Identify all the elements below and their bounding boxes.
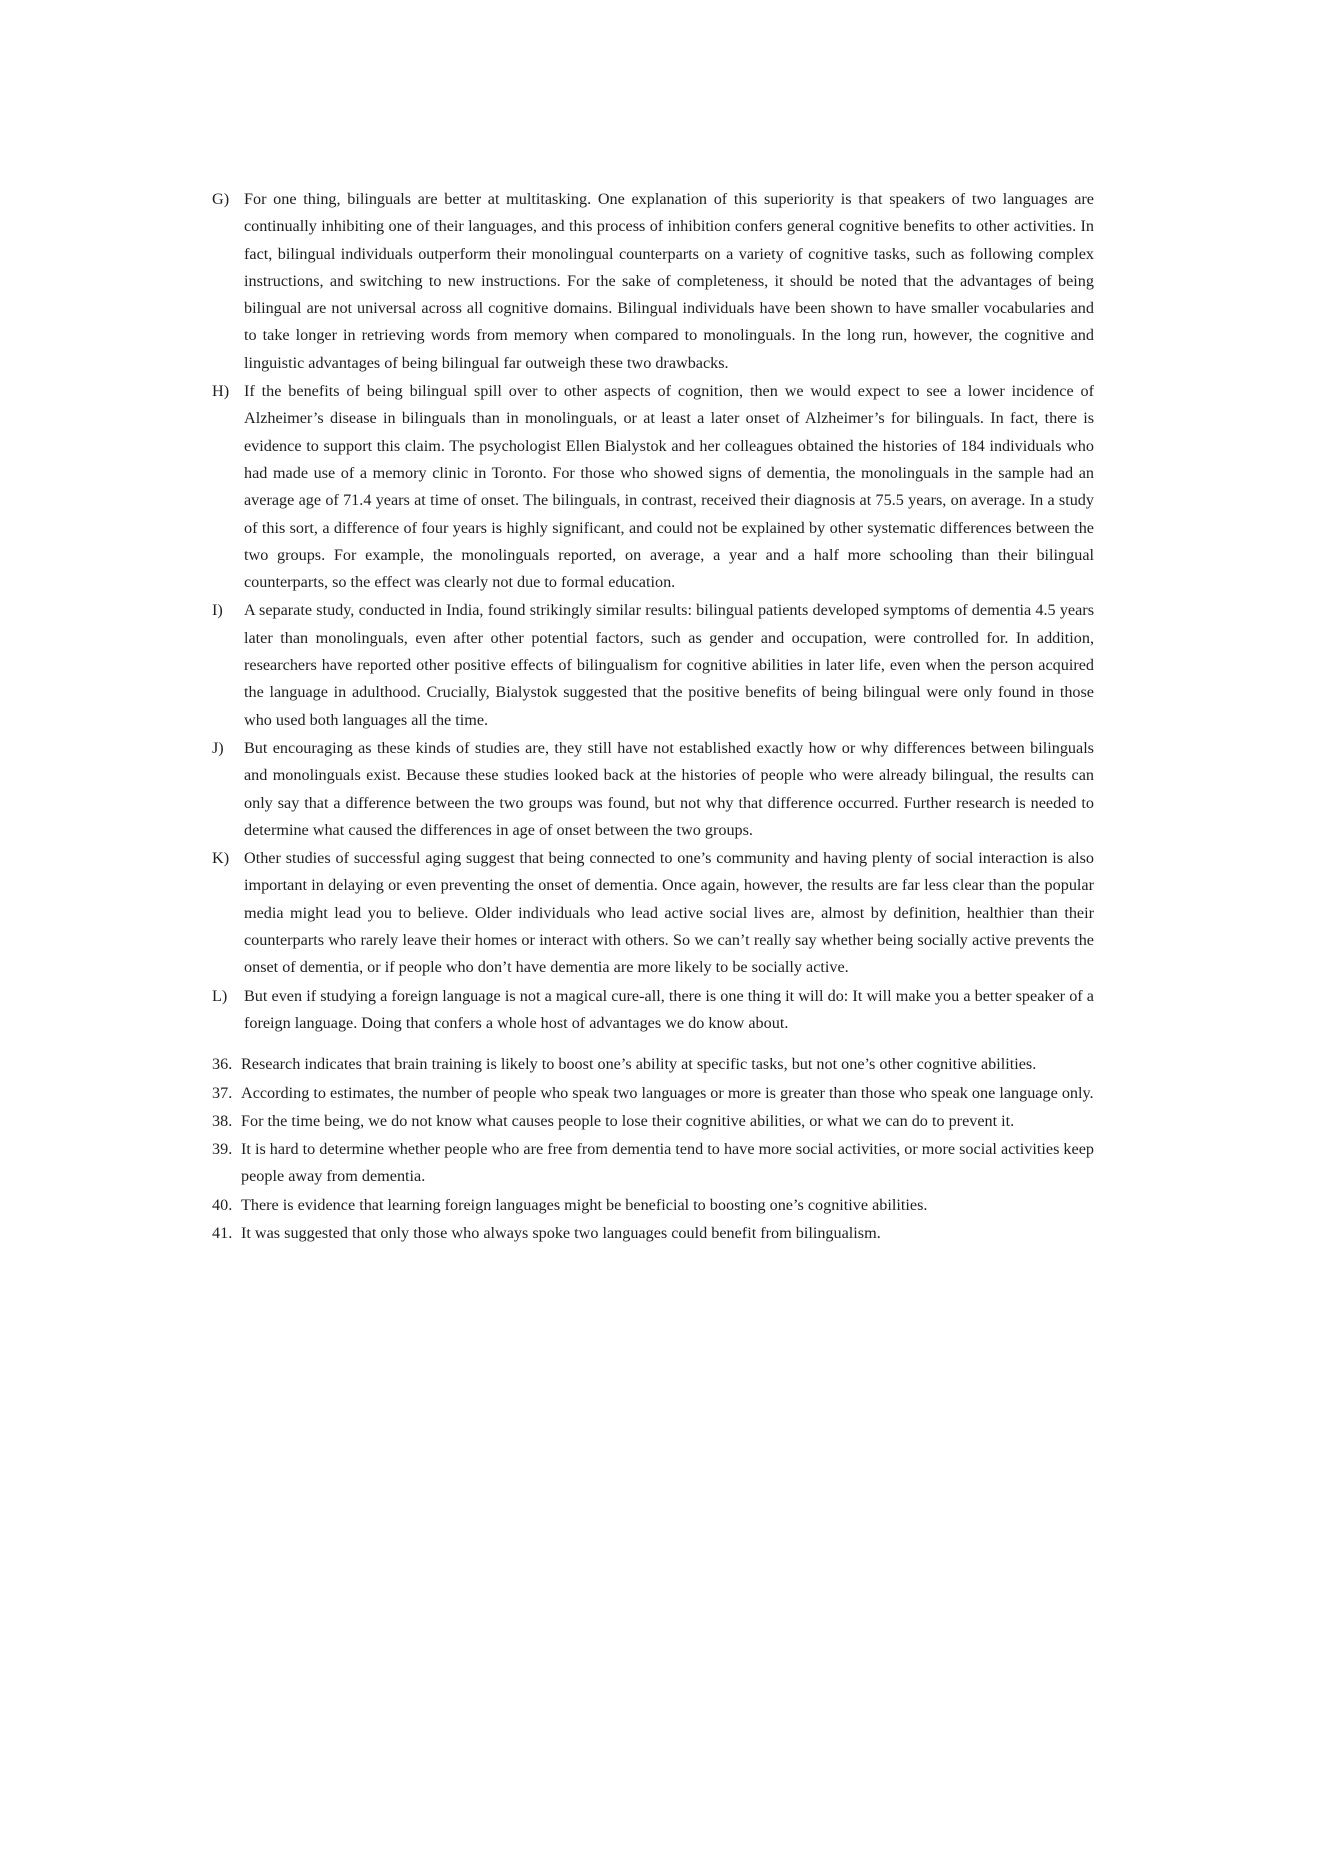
passage-paragraphs [212, 186, 1094, 1037]
question-39 [212, 1136, 1094, 1191]
question-text: According to estimates, the number of people who speak two languages or more is greater than those who speak one language only. [241, 1083, 1094, 1102]
paragraph-j [212, 735, 1094, 844]
paragraph-label: I) [212, 601, 223, 620]
document-page [212, 186, 1094, 1248]
paragraph-h [212, 378, 1094, 596]
question-text: It is hard to determine whether people who are free from dementia tend to have more social activities, or more social activities keep people away from dementia. [241, 1140, 1094, 1186]
question-number: 39. [212, 1140, 233, 1159]
question-40 [212, 1192, 1094, 1219]
question-list [212, 1051, 1094, 1247]
paragraph-label: H) [212, 382, 230, 401]
paragraph-text: A separate study, conducted in India, found strikingly similar results: bilingual patients developed symptoms of dementia 4.5 years later than monolinguals, even after other potential factors, such as gender and occupation, were controlled for. In addition, researchers have reported other positive effects of bilingualism for cognitive abilities in later life, even when the person acquired the language in adulthood. Crucially, Bialystok suggested that the positive benefits of being bilingual were only found in those who used both languages all the time. [244, 601, 1094, 729]
question-36 [212, 1051, 1094, 1078]
question-number: 37. [212, 1083, 233, 1102]
paragraph-text: If the benefits of being bilingual spill over to other aspects of cognition, then we would expect to see a lower incidence of Alzheimer’s disease in bilinguals than in monolinguals, or at least a later onset of Alzheimer’s for bilinguals. In fact, there is evidence to support this claim. The psychologist Ellen Bialystok and her colleagues obtained the histories of 184 individuals who had made use of a memory clinic in Toronto. For those who showed signs of dementia, the monolinguals in the sample had an average age of 71.4 years at time of onset. The bilinguals, in contrast, received their diagnosis at 75.5 years, on average. In a study of this sort, a difference of four years is highly significant, and could not be explained by other systematic differences between the two groups. For example, the monolinguals reported, on average, a year and a half more schooling than their bilingual counterparts, so the effect was clearly not due to formal education. [244, 382, 1094, 592]
paragraph-i [212, 597, 1094, 733]
paragraph-label: K) [212, 849, 230, 868]
question-text: There is evidence that learning foreign languages might be beneficial to boosting one’s cognitive abilities. [241, 1195, 928, 1214]
paragraph-text: But even if studying a foreign language is not a magical cure-all, there is one thing it will do: It will make you a better speaker of a foreign language. Doing that confers a whole host of advantages we do know about. [244, 986, 1094, 1032]
paragraph-text: Other studies of successful aging suggest that being connected to one’s community and having plenty of social interaction is also important in delaying or even preventing the onset of dementia. Once again, however, the results are far less clear than the popular media might lead you to believe. Older individuals who lead active social lives are, almost by definition, healthier than their counterparts who rarely leave their homes or interact with others. So we can’t really say whether being socially active prevents the onset of dementia, or if people who don’t have dementia are more likely to be socially active. [244, 849, 1094, 977]
paragraph-text: But encouraging as these kinds of studies are, they still have not established exactly how or why differences between bilinguals and monolinguals exist. Because these studies looked back at the histories of people who were already bilingual, the results can only say that a difference between the two groups was found, but not why that difference occurred. Further research is needed to determine what caused the differences in age of onset between the two groups. [244, 738, 1094, 839]
question-number: 38. [212, 1111, 233, 1130]
question-text: For the time being, we do not know what causes people to lose their cognitive abilities, or what we can do to prevent it. [241, 1111, 1015, 1130]
paragraph-k [212, 845, 1094, 981]
question-37 [212, 1080, 1094, 1107]
question-text: It was suggested that only those who always spoke two languages could benefit from bilingualism. [241, 1223, 881, 1242]
question-41 [212, 1220, 1094, 1247]
paragraph-label: G) [212, 190, 230, 208]
question-38 [212, 1108, 1094, 1135]
paragraph-label: J) [212, 738, 224, 757]
question-number: 40. [212, 1195, 233, 1214]
paragraph-l [212, 983, 1094, 1038]
question-text: Research indicates that brain training is likely to boost one’s ability at specific tasks, but not one’s other cognitive abilities. [241, 1055, 1037, 1074]
question-number: 41. [212, 1223, 233, 1242]
paragraph-g [212, 186, 1094, 377]
question-number: 36. [212, 1055, 233, 1074]
paragraph-label: L) [212, 986, 228, 1005]
paragraph-text: For one thing, bilinguals are better at multitasking. One explanation of this superiority is that speakers of two languages are continually inhibiting one of their languages, and this process of inhibition confers general cognitive benefits to other activities. In fact, bilingual individuals outperform their monolingual counterparts on a variety of cognitive tasks, such as following complex instructions, and switching to new instructions. For the sake of completeness, it should be noted that the advantages of being bilingual are not universal across all cognitive domains. Bilingual individuals have been shown to have smaller vocabularies and to take longer in retrieving words from memory when compared to monolinguals. In the long run, however, the cognitive and linguistic advantages of being bilingual far outweigh these two drawbacks. [244, 190, 1094, 372]
